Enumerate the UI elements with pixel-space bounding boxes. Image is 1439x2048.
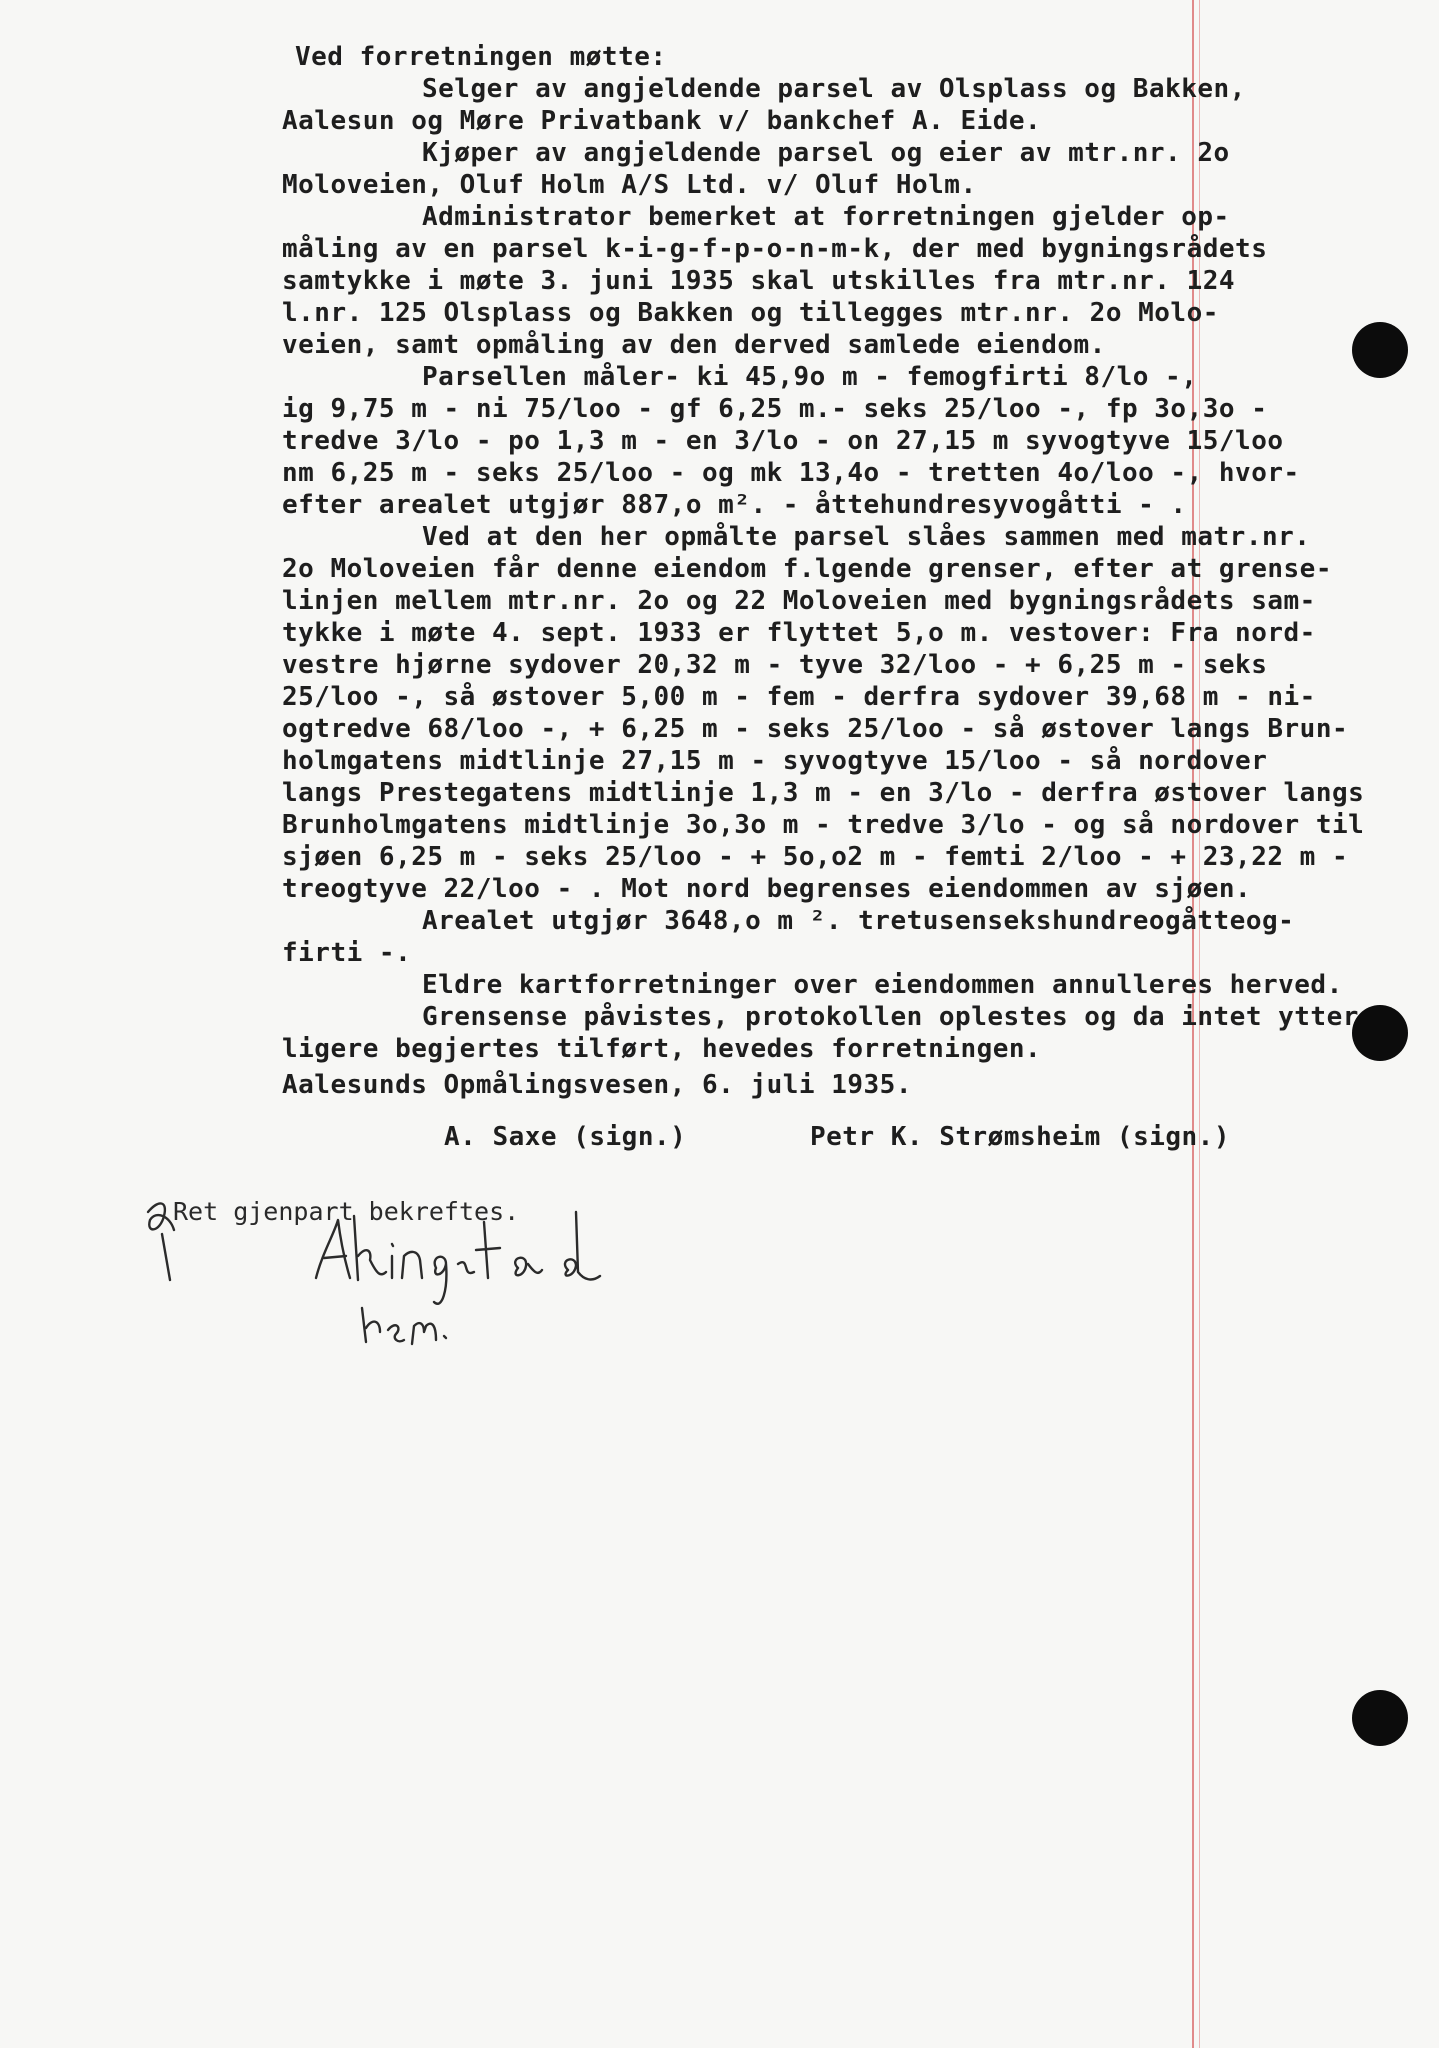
punch-hole-top bbox=[1352, 322, 1408, 378]
text-line: 25/loo -, så østover 5,00 m - fem - derfra sydover 39,68 m - ni- bbox=[282, 682, 1316, 712]
text-line: Ved at den her opmålte parsel slåes sammen med matr.nr. bbox=[422, 522, 1311, 552]
text-line: vestre hjørne sydover 20,32 m - tyve 32/loo - + 6,25 m - seks bbox=[282, 650, 1268, 680]
text-line: Parsellen måler- ki 45,9o m - femogfirti 8/lo -, bbox=[422, 362, 1198, 392]
text-line: Grensense påvistes, protokollen oplestes og da intet ytter bbox=[422, 1002, 1359, 1032]
punch-hole-bottom bbox=[1352, 1690, 1408, 1746]
text-line: Moloveien, Oluf Holm A/S Ltd. v/ Oluf Holm. bbox=[282, 170, 977, 200]
text-line: linjen mellem mtr.nr. 2o og 22 Moloveien med bygningsrådets sam- bbox=[282, 586, 1316, 616]
text-line: Eldre kartforretninger over eiendommen annulleres herved. bbox=[422, 970, 1343, 1000]
text-line: tredve 3/lo - po 1,3 m - en 3/lo - on 27,15 m syvogtyve 15/loo bbox=[282, 426, 1284, 456]
text-line: Administrator bemerket at forretningen gjelder op- bbox=[422, 202, 1230, 232]
text-line: efter arealet utgjør 887,o m². - åttehundresyvogåtti - . bbox=[282, 490, 1187, 520]
text-line: Kjøper av angjeldende parsel og eier av mtr.nr. 2o bbox=[422, 138, 1230, 168]
text-line: holmgatens midtlinje 27,15 m - syvogtyve 15/loo - så nordover bbox=[282, 746, 1268, 776]
text-line: firti -. bbox=[282, 938, 412, 968]
punch-hole-middle bbox=[1352, 1005, 1408, 1061]
text-line: 2o Moloveien får denne eiendom f.lgende grenser, efter at grense- bbox=[282, 554, 1332, 584]
text-line: Ved forretningen møtte: bbox=[295, 42, 667, 72]
text-line: ligere begjertes tilført, hevedes forretningen. bbox=[282, 1034, 1042, 1064]
text-line: treogtyve 22/loo - . Mot nord begrenses eiendommen av sjøen. bbox=[282, 874, 1252, 904]
text-line: måling av en parsel k-i-g-f-p-o-n-m-k, der med bygningsrådets bbox=[282, 234, 1268, 264]
certification-text: Ret gjenpart bekreftes. bbox=[173, 1197, 520, 1226]
text-line: nm 6,25 m - seks 25/loo - og mk 13,4o - tretten 4o/loo -, hvor- bbox=[282, 458, 1300, 488]
text-line: ogtredve 68/loo -, + 6,25 m - seks 25/loo - så østover langs Brun- bbox=[282, 714, 1349, 744]
text-line: ig 9,75 m - ni 75/loo - gf 6,25 m.- seks 25/loo -, fp 3o,3o - bbox=[282, 394, 1268, 424]
handwritten-signature bbox=[140, 1160, 680, 1350]
text-line: l.nr. 125 Olsplass og Bakken og tillegges mtr.nr. 2o Molo- bbox=[282, 298, 1219, 328]
signature-stromsheim: Petr K. Strømsheim (sign.) bbox=[810, 1122, 1230, 1152]
text-line: Aalesun og Møre Privatbank v/ bankchef A. Eide. bbox=[282, 106, 1042, 136]
text-line: Selger av angjeldende parsel av Olsplass og Bakken, bbox=[422, 74, 1246, 104]
signature-saxe: A. Saxe (sign.) bbox=[444, 1122, 687, 1152]
text-line: veien, samt opmåling av den derved samlede eiendom. bbox=[282, 330, 1106, 360]
text-line: Brunholmgatens midtlinje 3o,3o m - tredve 3/lo - og så nordover til bbox=[282, 810, 1365, 840]
text-line: sjøen 6,25 m - seks 25/loo - + 5o,o2 m - femti 2/loo - + 23,22 m - bbox=[282, 842, 1349, 872]
place-date-line: Aalesunds Opmålingsvesen, 6. juli 1935. bbox=[282, 1070, 912, 1100]
text-line: Arealet utgjør 3648,o m ². tretusensekshundreogåtteog- bbox=[422, 906, 1295, 936]
text-line: samtykke i møte 3. juni 1935 skal utskilles fra mtr.nr. 124 bbox=[282, 266, 1236, 296]
text-line: langs Prestegatens midtlinje 1,3 m - en 3/lo - derfra østover langs bbox=[282, 778, 1365, 808]
text-line: tykke i møte 4. sept. 1933 er flyttet 5,o m. vestover: Fra nord- bbox=[282, 618, 1316, 648]
